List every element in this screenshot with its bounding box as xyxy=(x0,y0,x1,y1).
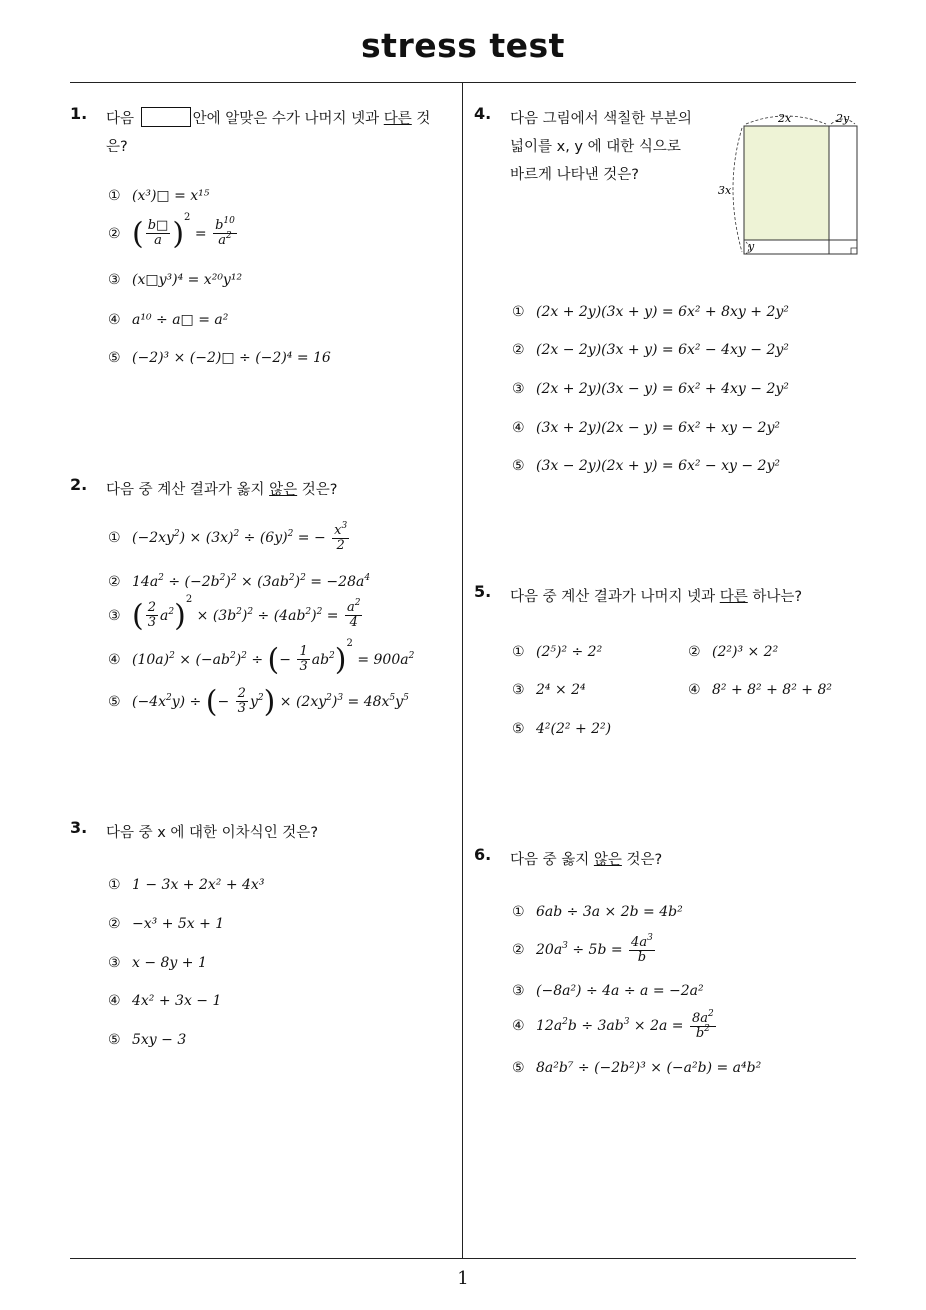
q5-option-5[interactable]: ⑤ 4²(2² + 2²) xyxy=(512,721,612,737)
label-bottom: y xyxy=(748,240,755,253)
label-top-left: 2x xyxy=(778,112,792,125)
q1-option-3[interactable]: ③ (x□y³)⁴ = x²⁰y¹² xyxy=(108,272,243,288)
q1-option-4[interactable]: ④ a¹⁰ ÷ a□ = a² xyxy=(108,312,229,328)
question-text: 다음 중 옳지 않은 것은? xyxy=(510,852,663,868)
q1-option-5[interactable]: ⑤ (−2)³ × (−2)□ ÷ (−2)⁴ = 16 xyxy=(108,350,331,366)
label-left: 3x xyxy=(718,184,732,197)
shaded-region xyxy=(744,126,829,240)
q4-option-5[interactable]: ⑤ (3x − 2y)(2x + y) = 6x² − xy − 2y² xyxy=(512,458,780,474)
q4-option-4[interactable]: ④ (3x + 2y)(2x − y) = 6x² + xy − 2y² xyxy=(512,420,780,436)
q4-option-3[interactable]: ③ (2x + 2y)(3x − y) = 6x² + 4xy − 2y² xyxy=(512,381,789,397)
question-number: 1. xyxy=(70,104,88,123)
question-text: 다음 그림에서 색칠한 부분의 넓이를 x, y 에 대한 식으로 바르게 나타낸 것은? xyxy=(510,111,692,183)
q6-option-4[interactable]: ④ $12a^2b \div 3ab^3 \times 2a$ = $\frac{8a^2}{b^2}$ xyxy=(512,1009,714,1041)
question-number: 3. xyxy=(70,818,88,837)
q2-option-3[interactable]: ③ ( $\frac{2}{3}$ $a^2)^2 \times (3b^2)^2 \div (4ab^2)^2$ = $\frac{a^2}{4}$ xyxy=(108,593,361,633)
q3-option-1[interactable]: ① 1 − 3x + 2x² + 4x³ xyxy=(108,877,265,893)
q6-option-3[interactable]: ③ (−8a²) ÷ 4a ÷ a = −2a² xyxy=(512,983,704,999)
q3-option-5[interactable]: ⑤ 5xy − 3 xyxy=(108,1032,187,1048)
area-figure xyxy=(716,108,868,260)
q6-option-1[interactable]: ① 6ab ÷ 3a × 2b = 4b² xyxy=(512,904,683,920)
q3-option-4[interactable]: ④ 4x² + 3x − 1 xyxy=(108,993,222,1009)
page-title: stress test xyxy=(361,26,565,65)
question-text: 다음 중 계산 결과가 나머지 넷과 다른 하나는? xyxy=(510,589,803,605)
question-text: 다음 안에 알맞은 수가 나머지 넷과 다른 것 은? xyxy=(106,105,430,161)
q3-option-2[interactable]: ② −x³ + 5x + 1 xyxy=(108,916,225,932)
q5-option-2[interactable]: ② (2²)³ × 2² xyxy=(688,644,779,660)
q2-option-5[interactable]: ⑤ $(-4x^2y)$ ÷ (− $\frac{2}{3}$ $y^2) \times (2xy^2)^3 = 48x^5y^5$ xyxy=(108,684,409,719)
q4-option-2[interactable]: ② (2x − 2y)(3x + y) = 6x² − 4xy − 2y² xyxy=(512,342,789,358)
label-top-right: 2y xyxy=(836,112,850,125)
q1-option-2[interactable]: ② ( $\frac{b□}{a}$ )$^2$ = $\frac{b^{10}}{a^2}$ xyxy=(108,211,235,251)
page-number: 1 xyxy=(457,1268,469,1289)
q5-option-4[interactable]: ④ 8² + 8² + 8² + 8² xyxy=(688,682,832,698)
q2-option-1[interactable]: ① $(-2xy^2) \times (3x)^2 \div (6y)^2$ = − $\frac{x^3}{2}$ xyxy=(108,521,348,553)
q3-option-3[interactable]: ③ x − 8y + 1 xyxy=(108,955,207,971)
question-number: 5. xyxy=(474,582,492,601)
q4-option-1[interactable]: ① (2x + 2y)(3x + y) = 6x² + 8xy + 2y² xyxy=(512,304,789,320)
question-number: 6. xyxy=(474,845,492,864)
bottom-rule xyxy=(70,1258,856,1259)
q6-option-5[interactable]: ⑤ 8a²b⁷ ÷ (−2b²)³ × (−a²b) = a⁴b² xyxy=(512,1060,762,1076)
question-number: 4. xyxy=(474,104,492,123)
q5-option-3[interactable]: ③ 2⁴ × 2⁴ xyxy=(512,682,586,698)
q2-option-2[interactable]: ② $14a^2 \div (-2b^2)^2 \times (3ab^2)^2 = -28a^4$ xyxy=(108,573,371,590)
question-text: 다음 중 x 에 대한 이차식인 것은? xyxy=(106,825,319,841)
q2-option-4[interactable]: ④ $(10a)^2 \times (-ab^2)^2$ ÷ (− $\frac{1}{3}$ $ab^2)^2 = 900a^2$ xyxy=(108,637,415,677)
column-divider xyxy=(462,83,463,1258)
q5-option-1[interactable]: ① (2⁵)² ÷ 2² xyxy=(512,644,603,660)
q6-option-2[interactable]: ② $20a^3 \div 5b$ = $\frac{4a^3}{b}$ xyxy=(512,933,653,965)
blank-box xyxy=(141,107,191,127)
top-rule xyxy=(70,82,856,83)
question-text: 다음 중 계산 결과가 옳지 않은 것은? xyxy=(106,482,338,498)
q1-option-1[interactable]: ① (x³)□ = x¹⁵ xyxy=(108,188,210,204)
question-number: 2. xyxy=(70,475,88,494)
